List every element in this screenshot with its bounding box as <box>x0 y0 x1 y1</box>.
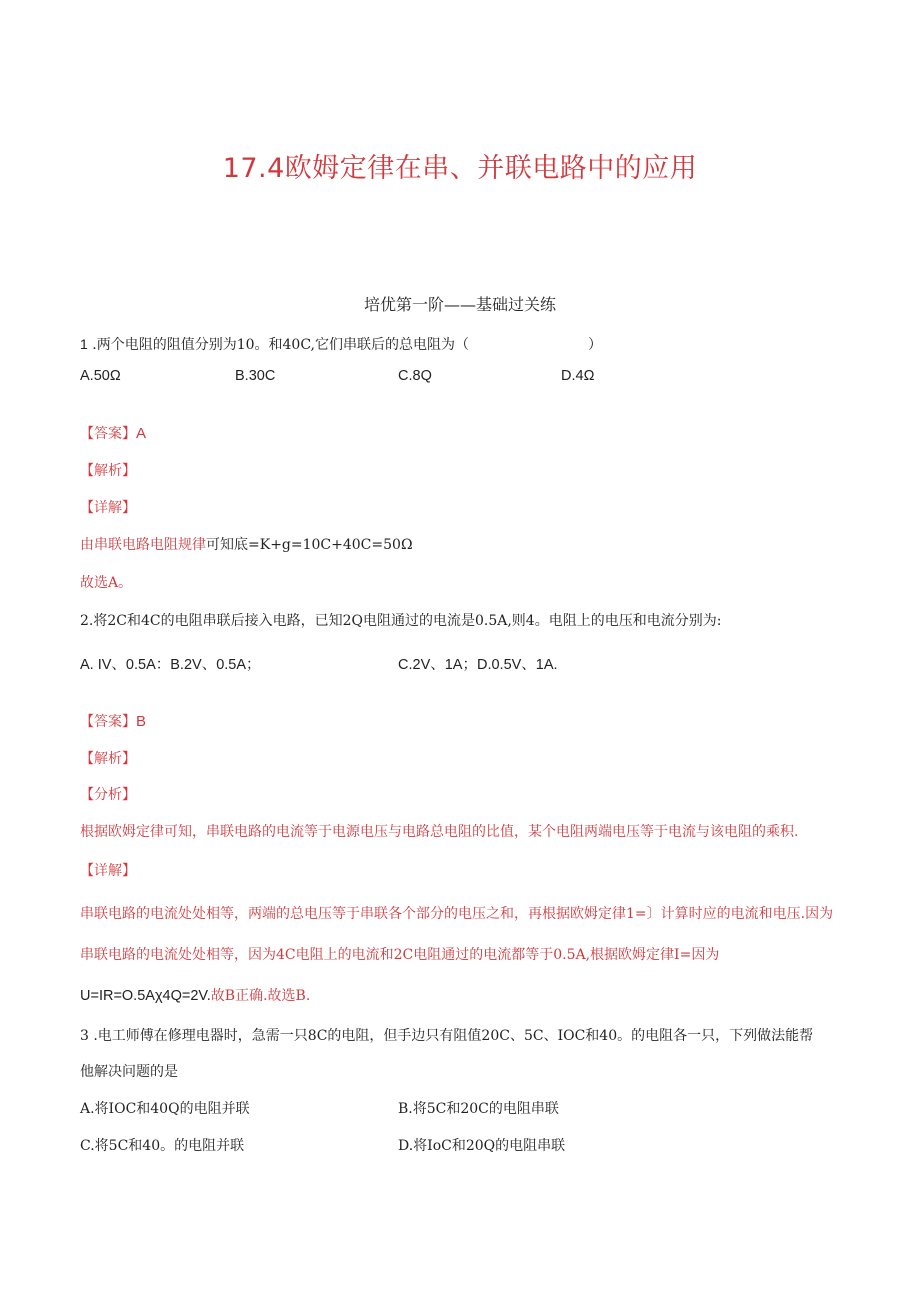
q3-option-a: A.将IOC和40Q的电阻并联 <box>80 1101 250 1117</box>
q2-answer-tag: 【答案】 <box>80 714 136 730</box>
q2-detail-conclusion: 故B正确.故选B. <box>210 988 311 1004</box>
question-3-line-1: 3 .电工师傅在修理电器时，急需一只8C的电阻，但手边只有阻值20C、5C、IOC和40。的电阻各一只，下列做法能帮 <box>80 1028 814 1044</box>
page-title: 17.4欧姆定律在串、并联电路中的应用 <box>222 153 698 184</box>
q1-conclusion: 故选A。 <box>80 575 133 591</box>
q1-option-a: A.50Ω <box>80 368 121 384</box>
q2-detail-line-2: 串联电路的电流处处相等，因为4C电阻上的电流和2C电阻通过的电流都等于0.5A,根据欧姆定律I=因为 <box>80 947 720 963</box>
section-heading: 培优第一阶——基础过关练 <box>363 295 556 314</box>
question-3-line-2: 他解决问题的是 <box>80 1064 178 1080</box>
q2-options-right: C.2V、1A；D.0.5V、1A. <box>398 657 558 673</box>
q1-detail-tag: 【详解】 <box>80 500 136 516</box>
question-1 <box>80 334 469 354</box>
q1-answer <box>80 423 146 443</box>
q1-answer-tag: 【答案】 <box>80 426 136 442</box>
question-1-close-paren: ） <box>588 337 602 353</box>
q1-answer-value: A <box>136 425 147 442</box>
q1-detail <box>80 534 413 554</box>
q2-detail-line-1: 串联电路的电流处处相等，两端的总电压等于串联各个部分的电压之和，再根据欧姆定律1=〕计算时应的电流和电压.因为 <box>80 906 834 922</box>
q3-option-b: B.将5C和20C的电阻串联 <box>398 1101 559 1117</box>
q2-answer-value: B <box>136 713 147 730</box>
q2-options-left: A. IV、0.5A：B.2V、0.5A； <box>80 657 261 673</box>
q2-fenxi-text: 根据欧姆定律可知，串联电路的电流等于电源电压与电路总电阻的比值，某个电阻两端电压等于电流与该电阻的乘积. <box>80 824 799 840</box>
q3-option-c: C.将5C和40。的电阻并联 <box>80 1138 245 1154</box>
q1-option-c: C.8Q <box>398 368 432 384</box>
q1-detail-red: 由串联电路电阻规律 <box>80 537 206 553</box>
q2-answer <box>80 711 146 731</box>
q3-option-d: D.将IoC和20Q的电阻串联 <box>398 1138 566 1154</box>
q1-option-b: B.30C <box>235 368 276 384</box>
q1-option-d: D.4Ω <box>561 368 595 384</box>
q1-analysis-tag: 【解析】 <box>80 463 136 479</box>
q2-detail-formula: U=IR=O.5Aχ4Q=2V. <box>80 988 211 1004</box>
question-2-text: 2.将2C和4C的电阻串联后接入电路，已知2Q电阻通过的电流是0.5A,则4。电阻上的电压和电流分别为: <box>80 613 722 629</box>
q1-detail-black: 可知底=K+g=10C+40C=50Ω <box>206 537 413 553</box>
q2-detail-tag: 【详解】 <box>80 863 136 879</box>
q2-analysis-tag: 【解析】 <box>80 751 136 767</box>
question-1-text: .两个电阻的阻值分别为10。和40C,它们串联后的总电阻为（ <box>87 337 469 353</box>
q2-detail-line-3 <box>80 985 310 1005</box>
q2-fenxi-tag: 【分析】 <box>80 787 136 803</box>
question-1-number: 1 <box>80 336 88 352</box>
